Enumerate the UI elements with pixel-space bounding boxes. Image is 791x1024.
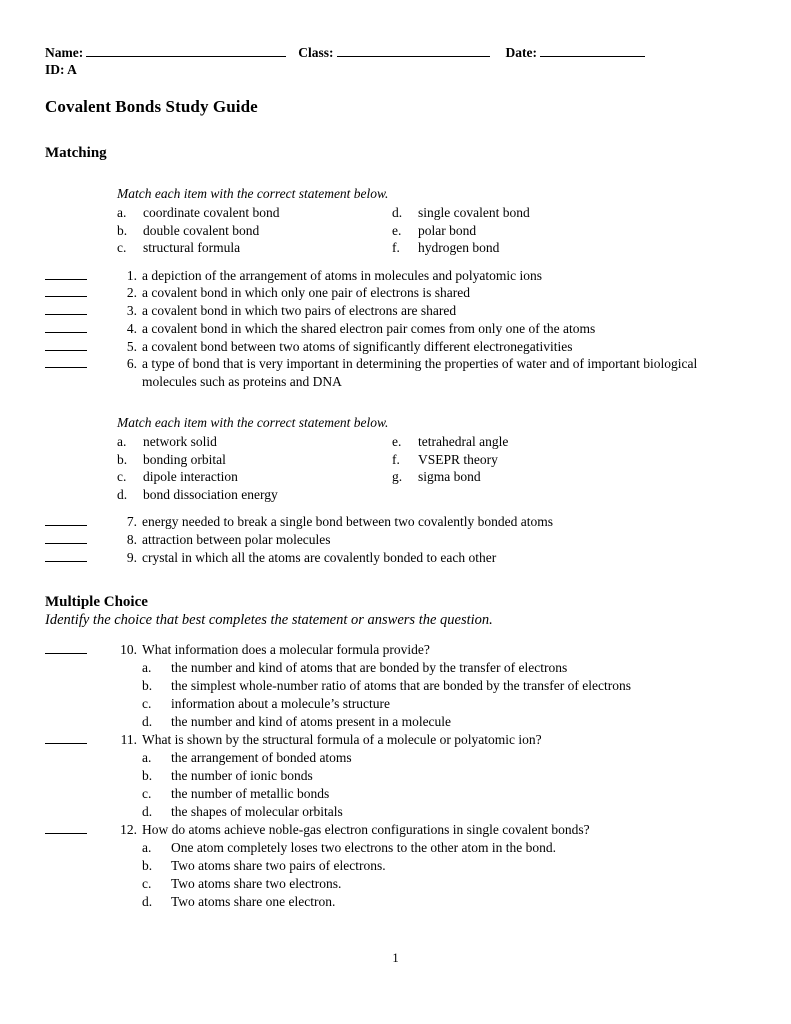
matching-question-row: [45, 284, 743, 302]
bank-item: [392, 204, 692, 222]
multiple-choice-question: [45, 821, 743, 910]
bank-item-letter: f.: [392, 240, 400, 255]
bank-column-right: [392, 204, 692, 257]
answer-blank[interactable]: [45, 284, 111, 302]
multiple-choice-section-heading: Multiple Choice: [45, 594, 148, 611]
answer-blank[interactable]: [45, 731, 111, 749]
bank-item-label: tetrahedral angle: [418, 434, 509, 450]
option-letter: d.: [142, 713, 153, 729]
bank-item-letter: f.: [392, 451, 400, 467]
bank-item: [117, 486, 392, 504]
question-number: 4.: [126, 320, 137, 336]
question-number: 8.: [126, 531, 137, 547]
answer-option[interactable]: [142, 749, 743, 767]
bank-item-label: structural formula: [143, 240, 241, 255]
bank-item: [117, 222, 392, 240]
bank-item-label: bond dissociation energy: [143, 486, 278, 502]
answer-blank[interactable]: [45, 302, 111, 320]
question-text: a type of bond that is very important in determining the properties of water and of important biological molecules such as proteins and DNA: [142, 356, 698, 390]
matching-question-row: [45, 338, 743, 356]
bank-item-label: VSEPR theory: [418, 451, 498, 467]
option-letter: b.: [142, 678, 153, 694]
option-text: the number and kind of atoms that are bonded by the transfer of electrons: [171, 660, 568, 676]
bank-item: [117, 451, 392, 469]
page-number-footer: 1: [392, 951, 399, 965]
bank-item-label: coordinate covalent bond: [143, 205, 280, 220]
bank-item-label: sigma bond: [418, 469, 481, 485]
answer-options: [142, 839, 743, 910]
option-letter: c.: [142, 875, 152, 891]
bank-column-left: [117, 433, 392, 503]
matching-questions-2: [45, 513, 743, 566]
bank-item-letter: c.: [117, 240, 127, 255]
answer-blank[interactable]: [45, 531, 111, 549]
bank-item-label: hydrogen bond: [418, 240, 500, 255]
question-text: a depiction of the arrangement of atoms in molecules and polyatomic ions: [142, 267, 543, 283]
question-text: energy needed to break a single bond between two covalently bonded atoms: [142, 514, 553, 530]
option-letter: c.: [142, 785, 152, 801]
bank-item-letter: e.: [392, 434, 402, 450]
answer-option[interactable]: [142, 659, 743, 677]
student-info-header: [45, 45, 743, 77]
bank-item-letter: g.: [392, 469, 403, 485]
option-letter: d.: [142, 893, 153, 909]
multiple-choice-question: [45, 641, 743, 730]
question-number: 11.: [120, 732, 137, 748]
date-label: Date:: [505, 45, 537, 60]
option-letter: d.: [142, 803, 153, 819]
bank-item-letter: a.: [117, 434, 127, 450]
answer-option[interactable]: [142, 713, 743, 731]
name-class-date-row: [45, 45, 743, 61]
answer-option[interactable]: [142, 839, 743, 857]
matching-question-row: [45, 531, 743, 549]
multiple-choice-instruction: Identify the choice that best completes the statement or answers the question.: [45, 612, 493, 629]
bank-item-label: double covalent bond: [143, 222, 260, 238]
form-id-label: ID: A: [45, 61, 77, 77]
option-text: One atom completely loses two electrons to the other atom in the bond.: [171, 840, 557, 856]
option-letter: b.: [142, 768, 153, 784]
multiple-choice-questions: [45, 641, 743, 910]
date-fill-in-blank[interactable]: [540, 45, 645, 57]
option-text: information about a molecule’s structure: [171, 695, 390, 711]
answer-options: [142, 659, 743, 730]
question-text: a covalent bond between two atoms of significantly different electronegativities: [142, 338, 573, 354]
bank-item: [117, 433, 392, 451]
question-text: a covalent bond in which only one pair of electrons is shared: [142, 285, 471, 301]
matching-instruction-2: Match each item with the correct statement below.: [117, 415, 389, 431]
question-header-row: [45, 731, 743, 749]
bank-item: [117, 468, 392, 486]
answer-option[interactable]: [142, 857, 743, 875]
option-text: the shapes of molecular orbitals: [171, 803, 343, 819]
answer-option[interactable]: [142, 785, 743, 803]
answer-blank[interactable]: [45, 821, 111, 839]
answer-blank[interactable]: [45, 320, 111, 338]
name-label: Name:: [45, 45, 84, 60]
bank-item: [392, 451, 692, 469]
option-text: Two atoms share two pairs of electrons.: [171, 858, 386, 874]
matching-question-row: [45, 302, 743, 320]
bank-item-letter: e.: [392, 222, 402, 238]
class-fill-in-blank[interactable]: [337, 45, 490, 57]
answer-option[interactable]: [142, 695, 743, 713]
option-text: the number of metallic bonds: [171, 785, 330, 801]
bank-item-label: dipole interaction: [143, 469, 238, 485]
answer-option[interactable]: [142, 803, 743, 821]
question-text: What information does a molecular formula provide?: [142, 642, 430, 658]
question-number: 12.: [120, 822, 137, 838]
question-number: 9.: [126, 549, 137, 565]
matching-question-row: [45, 549, 743, 567]
multiple-choice-question: [45, 731, 743, 820]
bank-item: [392, 468, 692, 486]
page-title: Covalent Bonds Study Guide: [45, 97, 258, 116]
bank-item-letter: a.: [117, 205, 127, 220]
question-number: 10.: [120, 642, 137, 658]
bank-item-label: single covalent bond: [418, 205, 530, 220]
matching-question-row: [45, 513, 743, 531]
bank-item-letter: b.: [117, 222, 128, 238]
option-letter: a.: [142, 660, 152, 676]
bank-item-letter: b.: [117, 451, 128, 467]
question-text: crystal in which all the atoms are covalently bonded to each other: [142, 549, 497, 565]
question-number: 3.: [126, 303, 137, 319]
bank-item: [392, 239, 692, 257]
option-text: the simplest whole-number ratio of atoms that are bonded by the transfer of electrons: [171, 678, 631, 694]
question-number: 6.: [126, 356, 137, 372]
question-text: a covalent bond in which the shared electron pair comes from only one of the atoms: [142, 320, 596, 336]
answer-blank[interactable]: [45, 641, 111, 659]
option-text: the number of ionic bonds: [171, 768, 313, 784]
answer-option[interactable]: [142, 767, 743, 785]
question-header-row: [45, 641, 743, 659]
matching-option-bank-2: [117, 433, 743, 503]
matching-instruction-1: Match each item with the correct statement below.: [117, 186, 389, 201]
option-letter: a.: [142, 750, 152, 766]
answer-option[interactable]: [142, 875, 743, 893]
question-header-row: [45, 821, 743, 839]
answer-options: [142, 749, 743, 820]
option-text: the number and kind of atoms present in a molecule: [171, 713, 452, 729]
bank-item: [117, 239, 392, 257]
bank-item-label: network solid: [143, 434, 217, 450]
question-number: 2.: [126, 285, 137, 301]
question-number: 1.: [126, 267, 137, 283]
option-text: Two atoms share two electrons.: [171, 875, 342, 891]
option-letter: a.: [142, 840, 152, 856]
matching-question-row: [45, 355, 743, 391]
bank-column-left: [117, 204, 392, 257]
answer-blank[interactable]: [45, 549, 111, 567]
answer-option[interactable]: [142, 677, 743, 695]
name-fill-in-blank[interactable]: [86, 45, 286, 57]
bank-column-right: [392, 433, 692, 503]
option-letter: c.: [142, 695, 152, 711]
matching-questions-1: [45, 267, 743, 392]
question-text: What is shown by the structural formula of a molecule or polyatomic ion?: [142, 732, 542, 748]
matching-option-bank-1: [117, 204, 743, 257]
bank-item: [117, 204, 392, 222]
bank-item-label: bonding orbital: [143, 451, 226, 467]
bank-item-letter: c.: [117, 469, 127, 485]
answer-blank[interactable]: [45, 267, 111, 285]
answer-blank[interactable]: [45, 355, 111, 373]
answer-option[interactable]: [142, 893, 743, 911]
question-text: How do atoms achieve noble-gas electron configurations in single covalent bonds?: [142, 822, 590, 838]
option-letter: b.: [142, 858, 153, 874]
question-text: a covalent bond in which two pairs of electrons are shared: [142, 303, 457, 319]
matching-question-row: [45, 267, 743, 285]
bank-item-letter: d.: [392, 205, 403, 220]
answer-blank[interactable]: [45, 513, 111, 531]
class-label: Class:: [298, 45, 334, 60]
question-number: 7.: [126, 514, 137, 530]
matching-section-heading: Matching: [45, 145, 107, 161]
question-number: 5.: [126, 338, 137, 354]
bank-item: [392, 222, 692, 240]
bank-item: [392, 433, 692, 451]
option-text: the arrangement of bonded atoms: [171, 750, 352, 766]
bank-item-label: polar bond: [418, 222, 477, 238]
question-text: attraction between polar molecules: [142, 531, 331, 547]
option-text: Two atoms share one electron.: [171, 893, 336, 909]
matching-question-row: [45, 320, 743, 338]
answer-blank[interactable]: [45, 338, 111, 356]
bank-item-letter: d.: [117, 486, 128, 502]
